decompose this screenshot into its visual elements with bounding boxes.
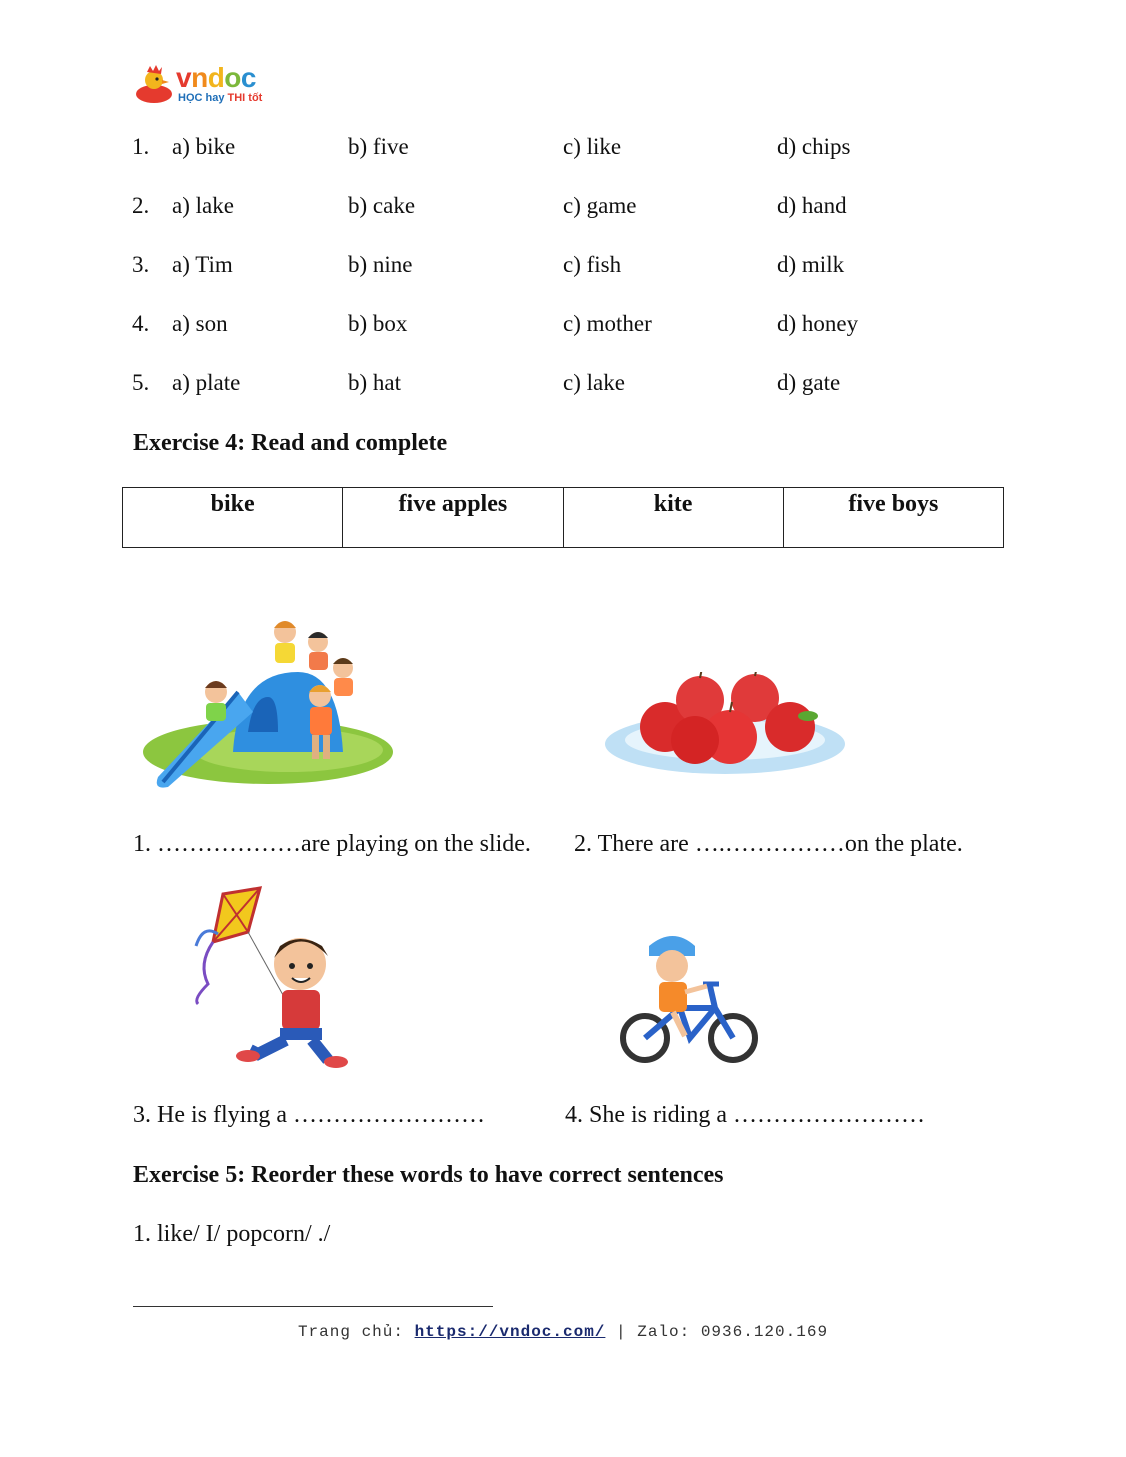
exercise5-heading: Exercise 5: Reorder these words to have correct sentences [133,1162,724,1188]
girl-bike-image [615,928,765,1068]
option-c: c) lake [563,370,625,395]
option-a: a) Tim [172,252,233,277]
vndoc-logo [132,64,277,110]
word-cell: bike [123,488,343,548]
option-a: a) bike [172,134,236,159]
option-b: b) nine [348,252,413,277]
option-a: a) lake [172,193,234,218]
logo-tagline: HỌC hay THI tốt [178,92,263,104]
homepage-link[interactable]: https://vndoc.com/ [414,1323,606,1341]
option-d: d) hand [777,193,847,218]
exercise-row [132,311,992,341]
option-b: b) box [348,311,408,336]
row-number: 2. [132,193,150,218]
reorder-item-1: 1. like/ I/ popcorn/ ./ [133,1221,331,1247]
row-number: 5. [132,370,150,395]
option-d: d) milk [777,252,845,277]
option-b: b) five [348,134,409,159]
option-d: d) honey [777,311,859,336]
word-cell: kite [563,488,783,548]
footer-divider [133,1306,493,1307]
footer-prefix: Trang chủ: [297,1323,415,1341]
option-c: c) game [563,193,637,218]
option-a: a) plate [172,370,241,395]
page-footer [0,1323,1126,1341]
exercise4-heading: Exercise 4: Read and complete [133,430,448,456]
option-d: d) gate [777,370,841,395]
exercise-row [132,134,992,164]
option-b: b) hat [348,370,402,395]
option-a: a) son [172,311,228,336]
exercise-row [132,252,992,282]
option-c: c) like [563,134,622,159]
option-d: d) chips [777,134,851,159]
sentence-3: 3. He is flying a …………………… [133,1102,485,1128]
sentence-2: 2. There are ….……………on the plate. [574,831,963,857]
logo-wordmark: vndoc [176,62,256,93]
word-cell: five apples [343,488,563,548]
word-box-table [122,487,1004,548]
word-cell: five boys [783,488,1003,548]
apples-plate-image [600,672,850,787]
option-c: c) fish [563,252,622,277]
row-number: 1. [132,134,150,159]
rooster-icon [132,64,176,108]
option-c: c) mother [563,311,652,336]
sentence-1: 1. ………………are playing on the slide. [133,831,531,857]
footer-contact: | Zalo: 0936.120.169 [605,1323,829,1341]
row-number: 3. [132,252,150,277]
exercise-row [132,370,992,400]
sentence-4: 4. She is riding a …………………… [565,1102,925,1128]
children-slide-image [138,612,393,802]
row-number: 4. [132,311,150,336]
option-b: b) cake [348,193,416,218]
boy-kite-image [188,884,353,1074]
exercise-row [132,193,992,223]
